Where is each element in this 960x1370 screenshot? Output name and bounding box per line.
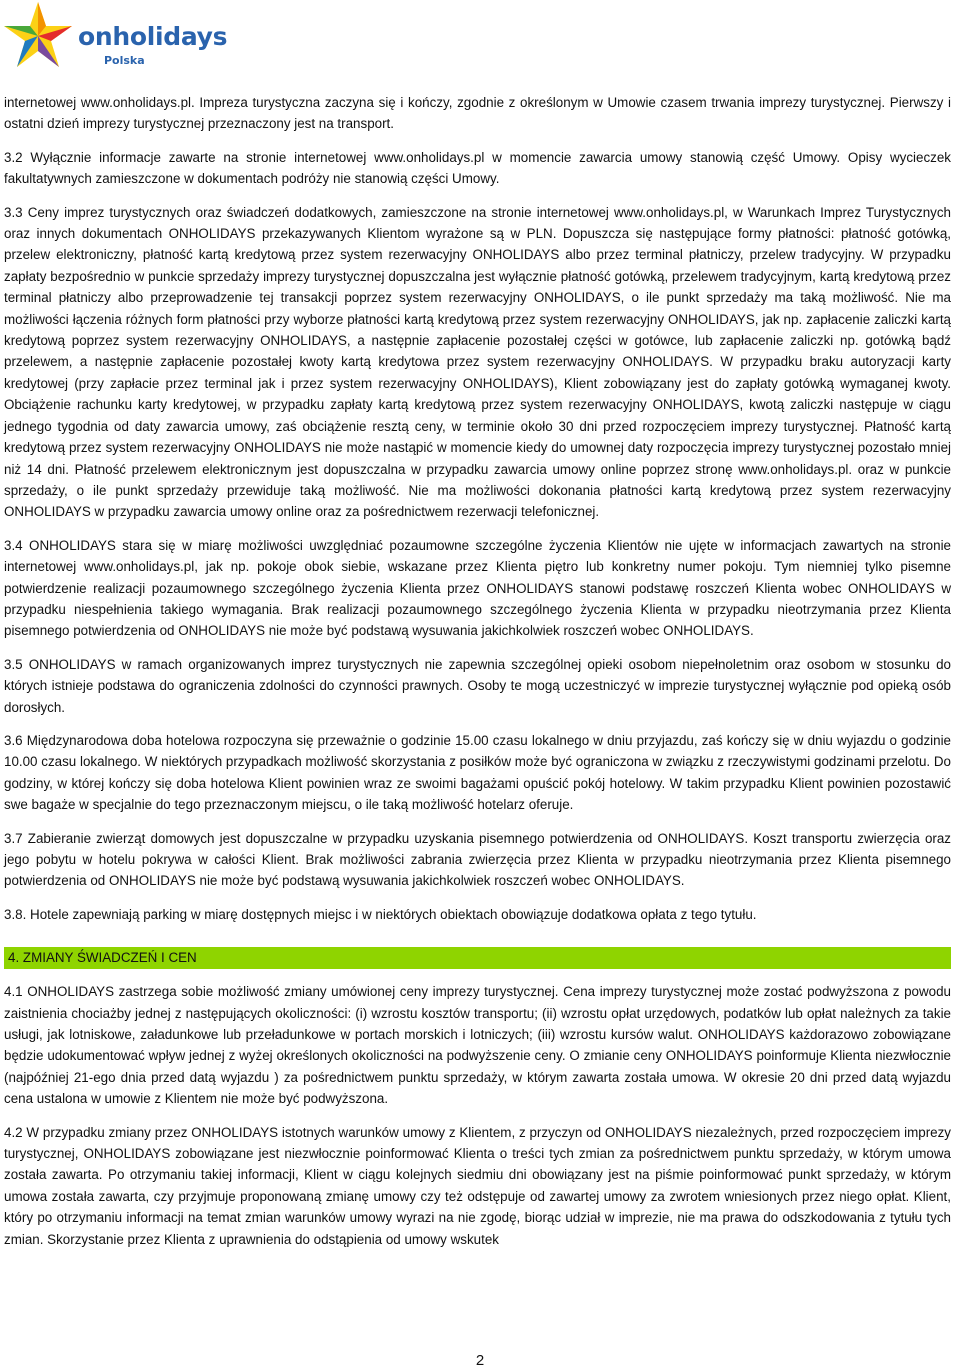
paragraph-3-6: 3.6 Międzynarodowa doba hotelowa rozpoczyna się przeważnie o godzinie 15.00 czasu lokalnego w dniu przyjazdu, zaś kończy się w dniu wyjazdu o godzinie 10.00 czasu lokalnego. W niektórych przypadkach możliwość skorzystania z posiłków może być ograniczona w związku z rzeczywistymi godzinami przelotu. Do godziny, w której kończy się doba hotelowa Klient powinien wraz ze swoimi bagażami opuścić pokój hotelowy. W takim przypadku Klient powinien pozostawić swe bagaże w specjalnie do tego przeznaczonym miejscu, o ile taką możliwość hotelarz oferuje. xyxy=(4,732,951,813)
paragraph-3-1-continued: internetowej www.onholidays.pl. Impreza turystyczna zaczyna się i kończy, zgodnie z określonym w Umowie czasem trwania imprezy turystycznej. Pierwszy i ostatni dzień imprezy turystycznej przeznaczony jest na transport. xyxy=(4,95,951,132)
paragraph-3-8: 3.8. Hotele zapewniają parking w miarę dostępnych miejsc i w niektórych obiektach obowiązuje dodatkowa opłata z tego tytułu. xyxy=(4,906,757,922)
paragraph-3-7: 3.7 Zabieranie zwierząt domowych jest dopuszczalne w przypadku uzyskania pisemnego potwierdzenia od ONHOLIDAYS. Koszt transportu zwierzęcia oraz jego pobytu w hotelu pokrywa w całości Klient. Brak możliwości zabrania zwierzęcia przez Klienta w przypadku nieotrzymania przez Klienta pisemnego potwierdzenia od ONHOLIDAYS nie może być podstawą wysuwania jakichkolwiek roszczeń wobec ONHOLIDAYS. xyxy=(4,830,951,889)
logo-wordmark: onholidays xyxy=(78,22,228,51)
document-body xyxy=(4,92,951,1250)
paragraph-3-4: 3.4 ONHOLIDAYS stara się w miarę możliwości uwzględniać pozaumowne szczególne życzenia Klientów nie ujęte w informacjach zawartych na stronie internetowej www.onholidays.pl, jak np. pokoje obok siebie, wskazane przez Klienta piętro lub konkretny numer pokoju. Tym niemniej tylko pisemne potwierdzenie realizacji pozaumownego szczególnego życzenia Klienta przez ONHOLIDAYS stanowi podstawę roszczeń Klienta wobec ONHOLIDAYS w przypadku niespełnienia takiego wymagania. Brak realizacji pozaumownego szczególnego życzenia Klienta w przypadku nieotrzymania przez Klienta pisemnego potwierdzenia od ONHOLIDAYS nie może być podstawą wysuwania jakichkolwiek roszczeń wobec ONHOLIDAYS. xyxy=(4,537,951,639)
star-logo-icon xyxy=(2,0,74,72)
paragraph-3-3: 3.3 Ceny imprez turystycznych oraz świadczeń dodatkowych, zamieszczone na stronie internetowej www.onholidays.pl, w Warunkach Imprez Turystycznych oraz innych dokumentach ONHOLIDAYS przekazywanych Klientom wyrażone są w PLN. Dopuszcza się następujące formy płatności: płatność gotówką, przelew elektroniczny, płatność kartą kredytową przez system rezerwacyjny ONHOLIDAYS albo przez terminal płatniczy, przelew tradycyjny. W przypadku zapłaty bezpośrednio w punkcie sprzedaży imprezy turystycznej dopuszczalna jest wyłącznie płatność gotówką, przelewem tradycyjnym, kartą kredytową przez terminal płatniczy albo przeprowadzenie tej transakcji poprzez system rezerwacyjny ONHOLIDAYS, o ile punkt sprzedaży ma taką możliwość. Nie ma możliwości łączenia różnych form płatności przy wyborze płatności kartą kredytową przez system rezerwacyjny ONHOLIDAYS, jak np. zapłacenie zaliczki kartą kredytową poprzez system rezerwacyjny ONHOLIDAYS, a następnie zapłacenie pozostałej części w gotówce, lub zapłacenie zaliczki np. gotówką bądź przelewem, a następnie zapłacenie pozostałej kwoty kartą kredytowa przez system rezerwacyjny ONHOLIDAYS. W przypadku braku autoryzacji karty kredytowej (przy zapłacie przez terminal jak i przez system rezerwacyjny ONHOLIDAYS), Klient zobowiązany jest do zapłaty gotówką wymaganej kwoty. Obciążenie rachunku karty kredytowej, w przypadku zapłaty kartą kredytową przez system rezerwacyjny ONHOLIDAYS, kwotą zaliczki następuje w ciągu jednego tygodnia od daty zawarcia umowy, zaś obciążenie resztą ceny, w terminie około 30 dni przed rozpoczęciem imprezy turystycznej. Płatność kartą kredytową przez system rezerwacyjny ONHOLIDAYS nie może nastąpić w momencie kiedy do umownej daty rozpoczęcia imprezy turystycznej pozostało mniej niż 14 dni. Płatność przelewem elektronicznym jest dopuszczalna w przypadku zawarcia umowy online poprzez stronę www.onholidays.pl. oraz w punkcie sprzedaży, o ile punkt sprzedaży przewiduje taką możliwość. Nie ma możliwości dokonania płatności kartą kredytową przez system rezerwacyjny ONHOLIDAYS w przypadku zawarcia umowy online oraz za pośrednictwem rezerwacji telefonicznej. xyxy=(4,204,951,520)
page-number: 2 xyxy=(475,1352,485,1369)
paragraph-3-2: 3.2 Wyłącznie informacje zawarte na stronie internetowej www.onholidays.pl w momencie zawarcia umowy stanowią część Umowy. Opisy wycieczek fakultatywnych zamieszczone w dokumentach podróży nie stanowią części Umowy. xyxy=(4,149,951,187)
paragraph-3-5: 3.5 ONHOLIDAYS w ramach organizowanych imprez turystycznych nie zapewnia szczególnej opieki osobom niepełnoletnim oraz osobom w stosunku do których istnieje podstawa do ograniczenia zdolności do czynności prawnych. Osoby te mogą uczestniczyć w imprezie turystycznej wyłącznie pod opieką osób dorosłych. xyxy=(4,656,951,715)
paragraph-4-2: 4.2 W przypadku zmiany przez ONHOLIDAYS istotnych warunków umowy z Klientem, z przyczyn od ONHOLIDAYS niezależnych, przed rozpoczęciem imprezy turystycznej, ONHOLIDAYS zobowiązane jest niezwłocznie poinformować Klienta o treści tych zmian za pośrednictwem punktu sprzedaży, w którym umowa została zawarta. Po otrzymaniu takiej informacji, Klient w ciągu kolejnych siedmiu dni obowiązany jest na piśmie poinformować punkt sprzedaży, w którym umowa została zawarta, czy przyjmuje proponowaną zmianę umowy czy też odstępuje od zawartej umowy za zwrotem wniesionych przez niego opłat. Klient, który po otrzymaniu informacji na temat zmian warunków umowy wyrazi na nie zgodę, biorąc udział w imprezie, nie ma prawa do odszkodowania z tytułu tych zmian. Skorzystanie przez Klienta z uprawnienia do odstąpienia od umowy wskutek xyxy=(4,1124,951,1247)
logo-subtext: Polska xyxy=(104,54,145,67)
onholidays-logo xyxy=(2,0,228,72)
paragraph-4-1: 4.1 ONHOLIDAYS zastrzega sobie możliwość zmiany umówionej ceny imprezy turystycznej. Cena imprezy turystycznej może zostać podwyższona z powodu zaistnienia chociażby jednej z następujących okoliczności: (i) wzrostu kosztów transportu; (ii) wzrostu opłat urzędowych, podatków lub opłat należnych za takie usługi, jak lotniskowe, załadunkowe lub przeładunkowe w portach morskich i lotniczych; (iii) wzrostu kursów walut. ONHOLIDAYS każdorazowo zobowiązane będzie udokumentować wpływ jednej z wyżej określonych okoliczności na podwyższenie ceny. O zmianie ceny ONHOLIDAYS poinformuje Klienta niezwłocznie (najpóźniej 21-ego dnia przed datą wyjazdu ) za pośrednictwem punktu sprzedaży, w którym zawarta została umowa. W okresie 20 dni przed datą wyjazdu cena ustalona w umowie z Klientem nie może być podwyższona. xyxy=(4,984,951,1107)
section-heading: 4. ZMIANY ŚWIADCZEŃ I CEN xyxy=(4,947,951,969)
